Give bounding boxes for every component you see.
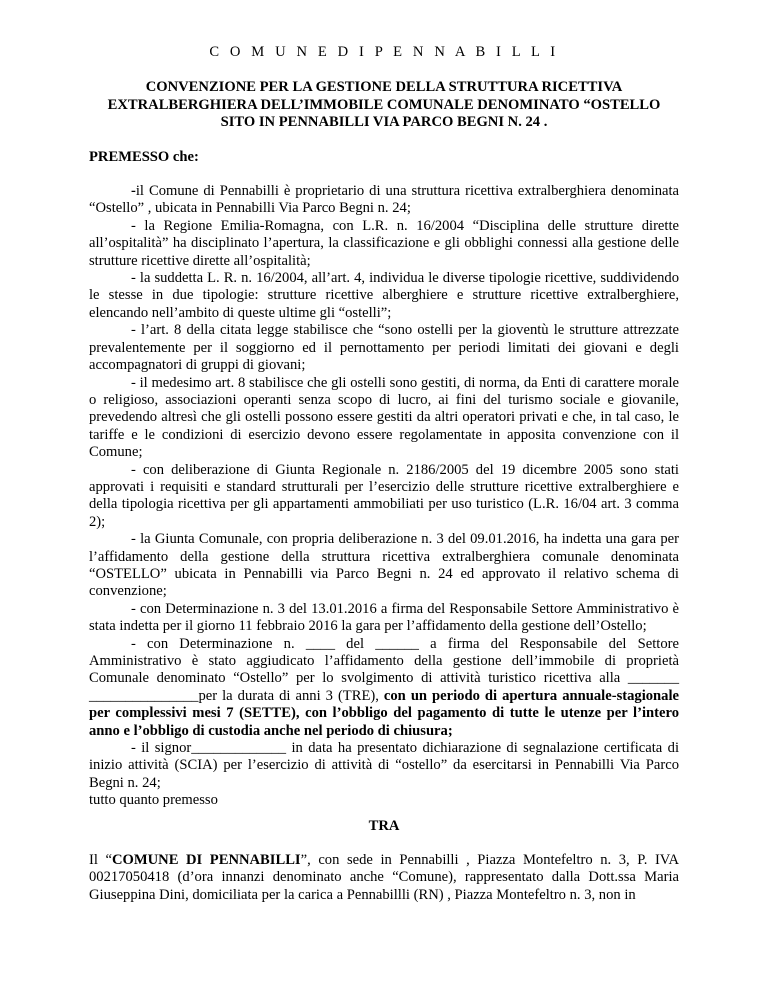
premise-text-1: il Comune di Pennabilli è proprietario di una struttura ricettiva extralberghiera denominata “Ostello” , ubicata in Pennabilli Via Parco Begni n. 24; (89, 183, 679, 217)
tra-heading: TRA (368, 817, 400, 834)
premise-paragraph-1 (89, 183, 679, 218)
premise-paragraph-7: - la Giunta Comunale, con propria deliberazione n. 3 del 09.01.2016, ha indetta una gara per l’affidamento della gestione della struttura ricettiva extralberghiera comunale denominata “OSTELLO” ubicata in Pennabilli via Parco Begni n. 24 ed approvato il relativo schema di convenzione; (89, 531, 679, 600)
party-paragraph (89, 852, 679, 904)
document-title: CONVENZIONE PER LA GESTIONE DELLA STRUTTURA RICETTIVA EXTRALBERGHIERA DELL’IMMOBILE COMUNALE DENOMINATO “OSTELLO SITO IN PENNABILLI VIA PARCO BEGNI N. 24 . (107, 79, 661, 131)
party-details: ”, con sede in Pennabilli , Piazza Montefeltro n. 3, P. IVA 00217050418 (d’ora innanzi denominato anche “Comune), rappresentato dalla Dott.ssa Maria Giuseppina Dini, domiciliata per la carica a Pennabillli (RN) , Piazza Montefeltro n. 3, non in (89, 852, 679, 903)
document-page (89, 44, 679, 904)
premise-text-9: - con Determinazione n. ____ del ______ a firma del Responsabile del Settore Amministrativo è stato aggiudicato l’affidamento della gestione dell’immobile di proprietà Comunale denominato “Ostello” per lo svolgimento di attività turistico ricettiva alla _______ _______________per la durata di anni 3 (TRE), (89, 635, 679, 704)
premise-paragraph-6: - con deliberazione di Giunta Regionale n. 2186/2005 del 19 dicembre 2005 sono stati approvati i requisiti e standard strutturali per l’esercizio delle strutture ricettive extralberghiere e della tipologia ricettiva per gli appartamenti ammobiliati per uso turistico (L.R. 16/04 art. 3 comma 2); (89, 461, 679, 530)
municipality-heading: C O M U N E D I P E N N A B I L L I (209, 44, 559, 60)
premise-paragraph-5: - il medesimo art. 8 stabilisce che gli ostelli sono gestiti, di norma, da Enti di carattere morale o religioso, associazioni operanti senza scopo di lucro, ai fini del turismo sociale e giovanile, prevedendo altresì che gli ostelli possono essere gestiti da altri operatori privati e che, in tal caso, le tariffe e le condizioni di esercizio devono essere regolamentate in apposita convenzione con il Comune; (89, 374, 679, 461)
premise-paragraph-4: - l’art. 8 della citata legge stabilisce che “sono ostelli per la gioventù le strutture attrezzate prevalentemente per il soggiorno ed il pernottamento per periodi limitati dei giovani e degli accompagnatori di gruppi di giovani; (89, 322, 679, 374)
premise-paragraph-10: - il signor_____________ in data ha presentato dichiarazione di segnalazione certificata di inizio attività (SCIA) per l’esercizio di attività di “ostello” da esercitarsi in Pennabilli Via Parco Begni n. 24; (89, 740, 679, 791)
premise-dash: - (131, 183, 136, 200)
premesso-heading: PREMESSO che: (89, 148, 199, 165)
party-name: COMUNE DI PENNABILLI (111, 852, 301, 869)
premise-text-9-bold: con un periodo di apertura annuale-stagionale per complessivi mesi 7 (SETTE), con l’obbligo del pagamento di tutte le utenze per l’intero anno e l’obbligo di custodia anche nel periodo di chiusura; (89, 687, 679, 739)
premise-paragraph-2: - la Regione Emilia-Romagna, con L.R. n. 16/2004 “Disciplina delle strutture dirette all’ospitalità” ha disciplinato l’apertura, la classificazione e gli obblighi connessi alla gestione delle strutture ricettive dirette all’ospitalità; (89, 217, 679, 269)
premise-paragraph-8: - con Determinazione n. 3 del 13.01.2016 a firma del Responsabile Settore Amministrativo è stata indetta per il giorno 11 febbraio 2016 la gara per l’affidamento della gestione dell’Ostello; (89, 600, 679, 635)
premise-paragraph-3: - la suddetta L. R. n. 16/2004, all’art. 4, individua le diverse tipologie ricettive, suddividendo le stesse in due tipologie: strutture ricettive alberghiere e strutture ricettive extralberghiere, elencando nell’ambito di queste ultime gli “ostelli”; (89, 270, 679, 321)
party-intro: Il “ (89, 852, 112, 869)
premise-paragraph-9 (89, 636, 679, 740)
premise-conclusion: tutto quanto premesso (89, 792, 218, 809)
